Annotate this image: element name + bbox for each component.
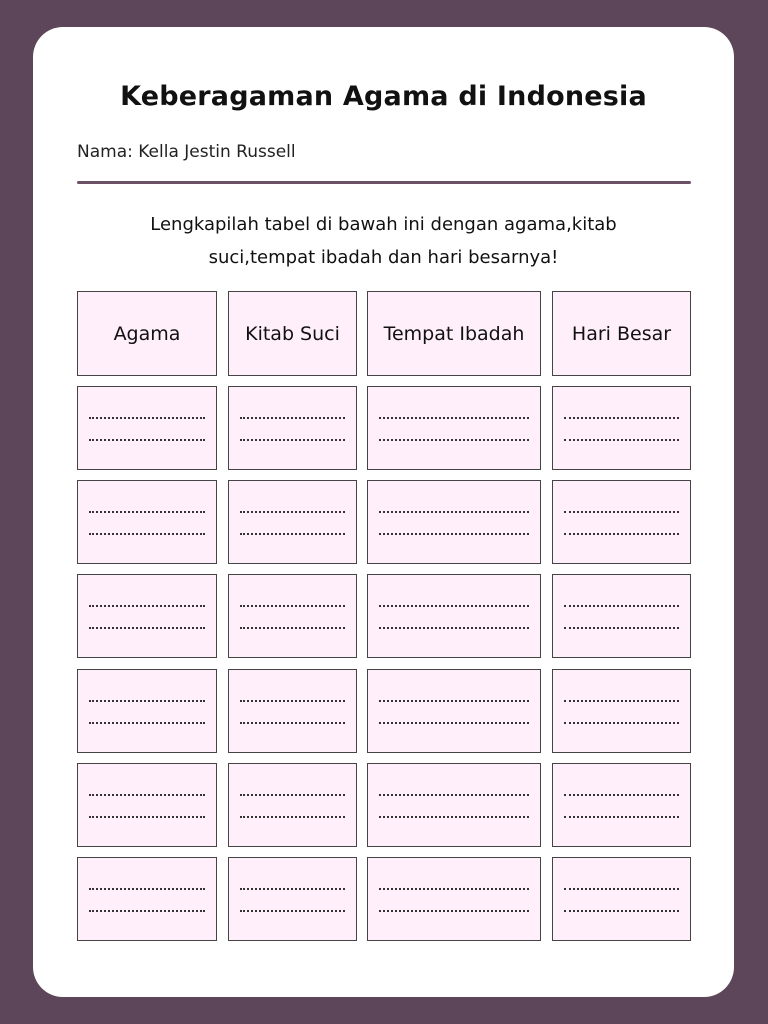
answer-line [564,794,679,796]
answer-line [89,816,205,818]
blank-cell-agama[interactable] [77,574,217,658]
divider [77,181,691,184]
student-name: Nama: Kella Jestin Russell [77,142,296,162]
answer-line [564,605,679,607]
answer-line [379,605,529,607]
answer-line [89,511,205,513]
answer-line [240,605,345,607]
answer-line [240,888,345,890]
blank-cell-agama[interactable] [77,763,217,847]
blank-cell-hari-besar[interactable] [552,763,691,847]
answer-line [379,511,529,513]
answer-line [240,910,345,912]
answer-line [89,627,205,629]
answer-line [379,816,529,818]
blank-cell-kitab-suci[interactable] [228,669,357,753]
blank-cell-kitab-suci[interactable] [228,763,357,847]
answer-line [89,533,205,535]
blank-cell-hari-besar[interactable] [552,480,691,564]
worksheet-page [33,27,734,997]
answer-line [89,910,205,912]
answer-line [564,439,679,441]
instruction-text: Lengkapilah tabel di bawah ini dengan agama,kitab suci,tempat ibadah dan hari besarnya! [150,214,617,268]
answer-line [379,888,529,890]
answer-line [564,533,679,535]
blank-cell-hari-besar[interactable] [552,574,691,658]
blank-cell-agama[interactable] [77,669,217,753]
answer-line [89,888,205,890]
blank-cell-tempat-ibadah[interactable] [367,480,541,564]
answer-line [564,417,679,419]
blank-cell-hari-besar[interactable] [552,386,691,470]
answer-line [89,794,205,796]
answer-line [379,417,529,419]
answer-line [89,605,205,607]
blank-cell-tempat-ibadah[interactable] [367,763,541,847]
blank-cell-hari-besar[interactable] [552,669,691,753]
answer-line [379,722,529,724]
answer-line [379,700,529,702]
answer-line [89,439,205,441]
answer-line [240,722,345,724]
header-agama: Agama [77,291,217,376]
answer-line [379,910,529,912]
answer-line [240,700,345,702]
answer-line [89,722,205,724]
answer-line [379,533,529,535]
answer-line [240,627,345,629]
blank-cell-agama[interactable] [77,386,217,470]
blank-cell-hari-besar[interactable] [552,857,691,941]
answer-line [240,794,345,796]
blank-cell-kitab-suci[interactable] [228,857,357,941]
answer-line [564,910,679,912]
blank-cell-kitab-suci[interactable] [228,480,357,564]
answer-line [564,888,679,890]
answer-line [89,700,205,702]
answer-line [564,816,679,818]
answer-line [240,533,345,535]
answer-line [564,511,679,513]
answer-line [240,417,345,419]
answer-line [564,722,679,724]
answer-line [240,511,345,513]
worksheet-title: Keberagaman Agama di Indonesia [120,81,647,112]
answer-line [564,627,679,629]
answer-line [564,700,679,702]
blank-cell-kitab-suci[interactable] [228,574,357,658]
blank-cell-tempat-ibadah[interactable] [367,857,541,941]
header-kitab-suci: Kitab Suci [228,291,357,376]
answer-line [89,417,205,419]
answer-line [379,439,529,441]
blank-cell-agama[interactable] [77,480,217,564]
blank-cell-kitab-suci[interactable] [228,386,357,470]
header-hari-besar: Hari Besar [552,291,691,376]
answer-line [240,816,345,818]
blank-cell-tempat-ibadah[interactable] [367,669,541,753]
answer-line [240,439,345,441]
blank-cell-agama[interactable] [77,857,217,941]
header-tempat-ibadah: Tempat Ibadah [367,291,541,376]
blank-cell-tempat-ibadah[interactable] [367,386,541,470]
answer-line [379,794,529,796]
answer-line [379,627,529,629]
blank-cell-tempat-ibadah[interactable] [367,574,541,658]
